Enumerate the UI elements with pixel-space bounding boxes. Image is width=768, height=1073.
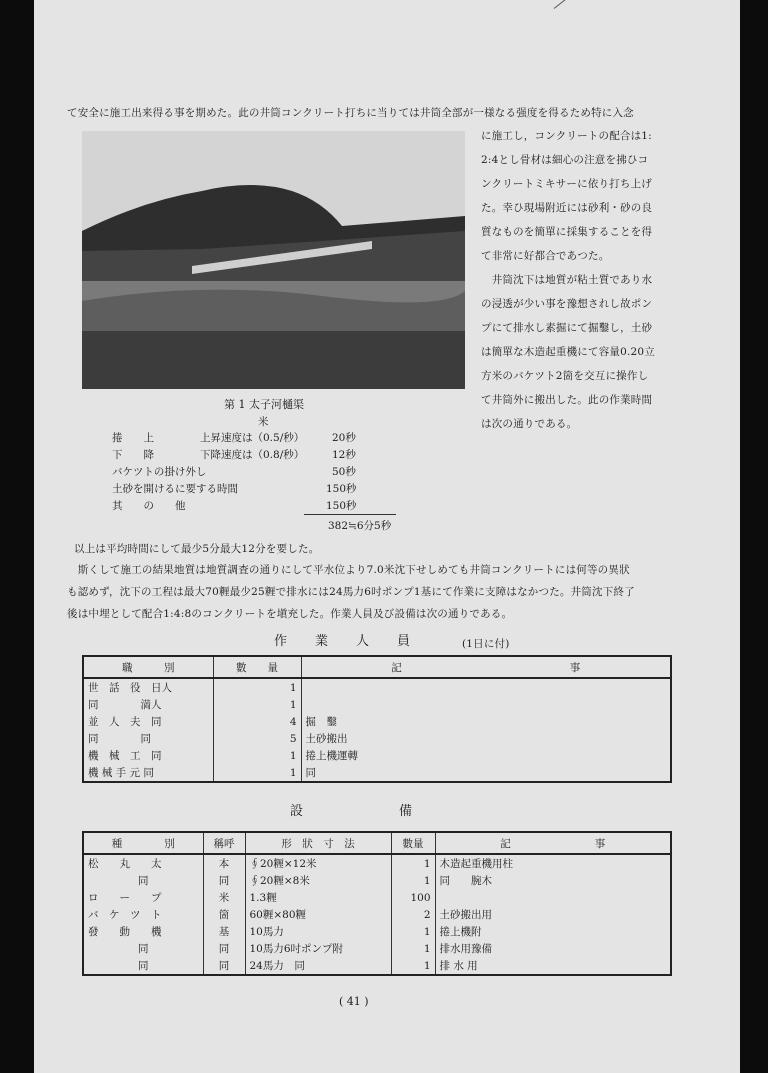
col-header: 稱呼 [203,832,245,854]
cell-note: 捲上機運轉 [301,747,671,764]
paragraph-line: て井筒外に搬出した。此の作業時間 [481,394,653,406]
cell-kind: 同 [83,940,203,957]
cell-unit: 同 [203,872,245,889]
cell-shape: 10馬力6吋ポンプ附 [245,940,391,957]
col-header: 數 量 [213,656,301,678]
table1-title: 作業人員 [274,634,439,649]
cell-note: 土砂搬出 [301,730,671,747]
cell-qty: 5 [213,730,301,747]
table-row [83,747,671,764]
paragraph-line: 後は中埋として配合1:4:8のコンクリートを塡充した。作業人員及び設備は次の通りである。 [67,608,513,620]
cell-job: 機 械 手 元 同 [83,764,213,782]
table-row [83,764,671,782]
col-header: 職 別 [83,656,213,678]
paragraph-line: プにて排水し素掘にて掘鑿し，土砂 [481,322,653,334]
cell-kind: 同 [83,872,203,889]
paragraph-line: 方米のバケツト2箇を交互に操作し [481,370,649,382]
table1-note: (1日に付) [462,638,510,650]
cell-qty: 1 [391,940,435,957]
calc-value: 150秒 [326,483,357,495]
calc-desc: 上昇速度は（0.5/秒） [200,432,305,444]
table-row [83,678,671,696]
table-row [83,906,671,923]
paragraph-line: た。幸ひ現場附近には砂利・砂の良 [481,202,653,214]
document-page [34,0,740,1073]
paragraph-line: の浸透が少い事を豫想されし故ポン [481,298,653,310]
cell-qty: 100 [391,889,435,906]
calc-value: 12秒 [332,449,356,461]
paragraph-line: 質なものを簡單に採集することを得 [481,226,653,238]
cell-note: 掘 鑿 [301,713,671,730]
cell-shape: ∮20糎×12米 [245,854,391,872]
cell-note: 土砂搬出用 [435,906,671,923]
table-header-row [83,832,671,854]
workers-table [82,655,672,783]
cell-shape: 24馬力 同 [245,957,391,975]
cell-unit: 同 [203,940,245,957]
cell-shape: 60糎×80糎 [245,906,391,923]
table-row [83,696,671,713]
paragraph-line: て非常に好都合であつた。 [481,250,610,262]
sum-rule [304,514,396,515]
cell-note: 捲上機附 [435,923,671,940]
cell-kind: 同 [83,957,203,975]
cell-kind: 松 丸 太 [83,854,203,872]
cell-qty: 1 [391,957,435,975]
cell-qty: 1 [213,696,301,713]
cell-shape: 10馬力 [245,923,391,940]
table-header-row [83,656,671,678]
cell-job: 機 械 工 同 [83,747,213,764]
calc-value: 150秒 [326,500,357,512]
table-row [83,940,671,957]
cell-qty: 2 [391,906,435,923]
cell-kind: バ ケ ツ ト [83,906,203,923]
page-number: ( 41 ) [339,995,369,1008]
cell-note: 同 腕木 [435,872,671,889]
table-row [83,854,671,872]
cell-shape: 1.3糎 [245,889,391,906]
cell-qty: 1 [213,678,301,696]
paragraph-line: は簡單な木造起重機にて容量0.20立 [481,346,655,358]
table-row [83,730,671,747]
cell-kind: ロ ー プ [83,889,203,906]
calc-label: 下 降 [112,449,154,461]
calc-label: バケツトの掛け外し [112,466,207,478]
calc-label: 捲 上 [112,432,154,444]
calc-label: 其 の 他 [112,500,186,512]
col-header: 數量 [391,832,435,854]
paragraph-line: も認めず，沈下の工程は最大70糎最少25糎で排水には24馬力6吋ポンプ1基にて作業に支障はなかつた。井筒沈下終了 [67,586,635,598]
paragraph-line: 2:4とし骨材は細心の注意を拂ひコ [481,154,649,166]
paragraph-line: 以上は平均時間にして最少5分最大12分を要した。 [74,543,320,555]
calc-value: 50秒 [332,466,356,478]
cell-job: 世 話 役 日人 [83,678,213,696]
col-header: 種 別 [83,832,203,854]
paragraph-line: て安全に施工出来得る事を期めた。此の井筒コンクリート打ちに当りては井筒全部が一様なる强度を得るため特に入念 [67,107,634,119]
cell-qty: 1 [391,854,435,872]
cell-qty: 4 [213,713,301,730]
cell-note [435,889,671,906]
table2-title: 設備 [290,804,509,819]
cell-note: 排水用豫備 [435,940,671,957]
cell-note: 排 水 用 [435,957,671,975]
paragraph-line: ンクリートミキサーに依り打ち上げ [481,178,652,190]
paragraph-line: は次の通りである。 [481,418,578,430]
table-row [83,872,671,889]
cell-job: 並 人 夫 同 [83,713,213,730]
calc-value: 20秒 [332,432,356,444]
cell-qty: 1 [391,923,435,940]
cell-shape: ∮20糎×8米 [245,872,391,889]
cell-kind: 發 動 機 [83,923,203,940]
scan-artifact [554,0,610,9]
table-row [83,889,671,906]
calc-label: 土砂を開けるに要する時間 [112,483,238,495]
cell-job: 同 同 [83,730,213,747]
cell-qty: 1 [213,764,301,782]
photo-caption: 第 1 太子河樋渠 [224,398,304,411]
cell-note [301,696,671,713]
cell-unit: 本 [203,854,245,872]
col-header: 記 事 [435,832,671,854]
cell-qty: 1 [391,872,435,889]
river-photo [82,131,465,389]
paragraph-line: 井筒沈下は地質が粘土質であり水 [481,274,653,286]
cell-note: 同 [301,764,671,782]
calc-desc: 下降速度は（0.8/秒） [200,449,305,461]
paragraph-line: 斯くして施工の結果地質は地質調査の通りにして平水位より7.0米沈下せしめても井筒コンクリートには何等の異狀 [67,564,630,576]
equipment-table [82,831,672,976]
cell-unit: 同 [203,957,245,975]
cell-unit: 米 [203,889,245,906]
calc-unit: 米 [258,416,269,428]
table-row [83,957,671,975]
paragraph-line: に施工し，コンクリートの配合は1: [481,130,652,142]
calc-total: 382≒6分5秒 [328,520,392,532]
cell-qty: 1 [213,747,301,764]
cell-note [301,678,671,696]
col-header: 記 事 [301,656,671,678]
cell-job: 同 満人 [83,696,213,713]
cell-unit: 基 [203,923,245,940]
col-header: 形 狀 寸 法 [245,832,391,854]
table-row [83,713,671,730]
cell-note: 木造起重機用柱 [435,854,671,872]
cell-unit: 箇 [203,906,245,923]
table-row [83,923,671,940]
